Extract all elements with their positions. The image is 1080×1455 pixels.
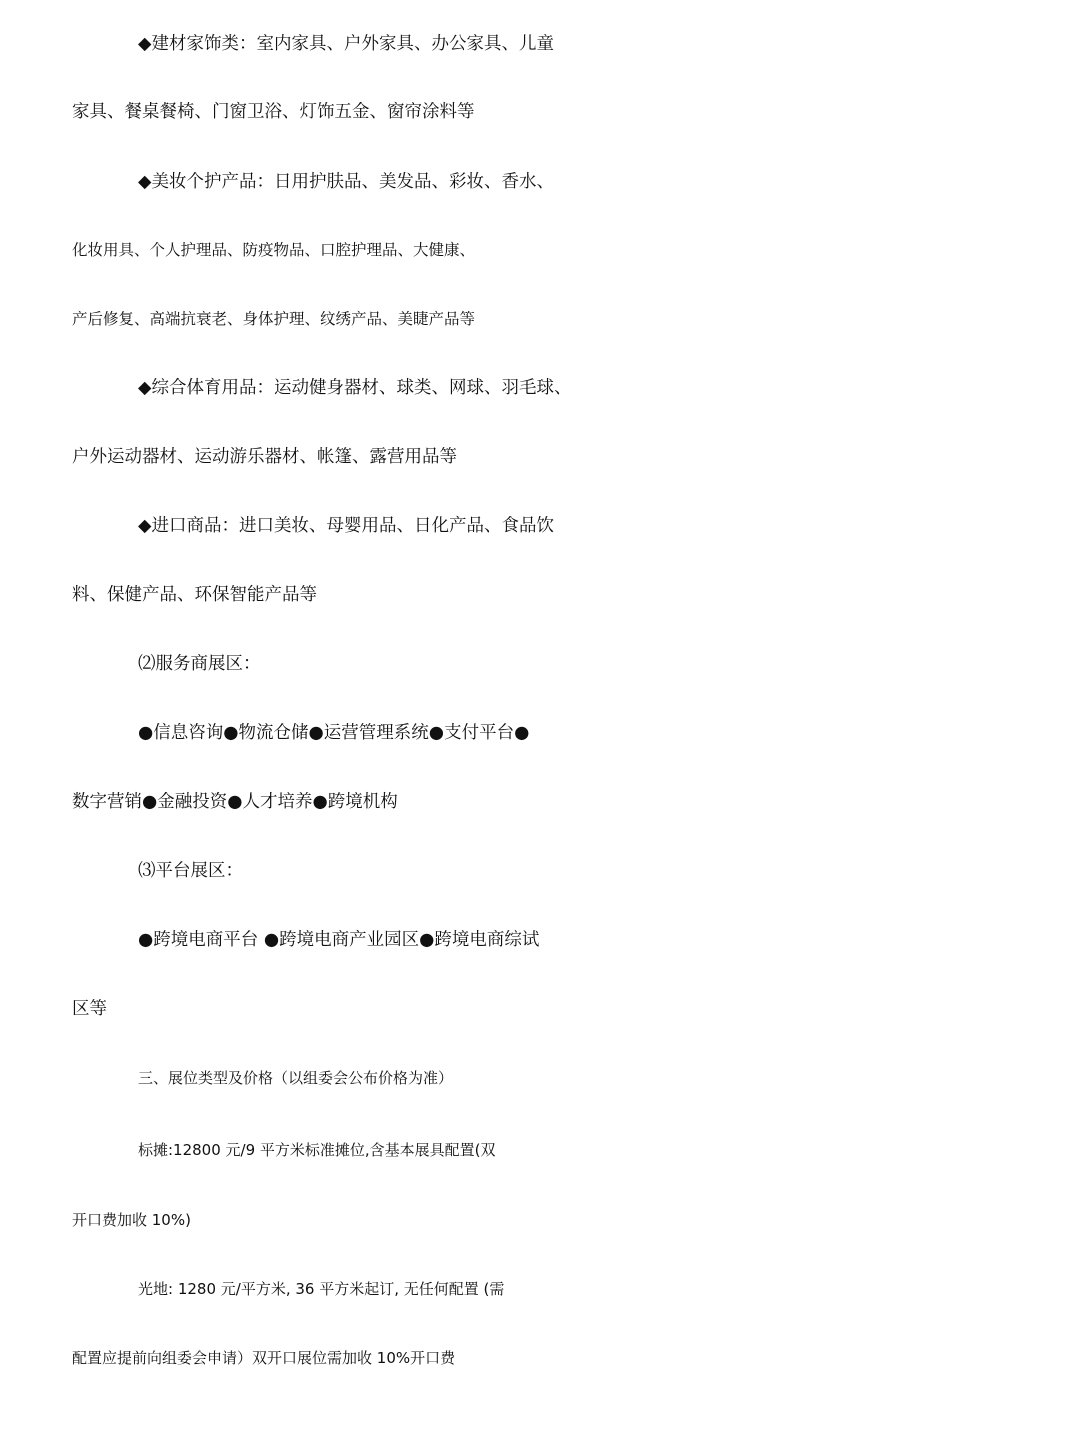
text-line-standard-booth: 标摊:12800 元/9 平方米标准摊位,含基本展具配置(双: [138, 1141, 496, 1159]
text-line-platform-items-cont: 区等: [72, 999, 107, 1019]
text-line-imported-goods-cont: 料、保健产品、环保智能产品等: [72, 585, 317, 605]
text-line-standard-booth-cont: 开口费加收 10%): [72, 1211, 191, 1229]
text-line-imported-goods: ◆进口商品：进口美妆、母婴用品、日化产品、食品饮: [138, 516, 554, 536]
text-line-service-items-cont: 数字营销●金融投资●人才培养●跨境机构: [72, 792, 398, 812]
text-line-raw-space: 光地: 1280 元/平方米, 36 平方米起订, 无任何配置 (需: [138, 1280, 505, 1298]
section-heading-service-area: ⑵服务商展区：: [138, 654, 261, 674]
text-line-sports-goods-cont: 户外运动器材、运动游乐器材、帐篷、露营用品等: [72, 447, 457, 467]
text-line-beauty-care-cont-1: 化妆用具、个人护理品、防疫物品、口腔护理品、大健康、: [72, 241, 476, 259]
text-line-platform-items: ●跨境电商平台 ●跨境电商产业园区●跨境电商综试: [138, 930, 540, 950]
text-line-building-materials: ◆建材家饰类：室内家具、户外家具、办公家具、儿童: [138, 34, 554, 54]
section-heading-platform-area: ⑶平台展区：: [138, 861, 243, 881]
section-heading-booth-types: 三、展位类型及价格（以组委会公布价格为准）: [138, 1069, 454, 1087]
text-line-raw-space-cont: 配置应提前向组委会申请）双开口展位需加收 10%开口费: [72, 1349, 456, 1367]
text-line-building-materials-cont: 家具、餐桌餐椅、门窗卫浴、灯饰五金、窗帘涂料等: [72, 102, 475, 122]
text-line-beauty-care-cont-2: 产后修复、高端抗衰老、身体护理、纹绣产品、美睫产品等: [72, 310, 476, 328]
text-line-service-items: ●信息咨询●物流仓储●运营管理系统●支付平台●: [138, 723, 530, 743]
text-line-beauty-care: ◆美妆个护产品：日用护肤品、美发品、彩妆、香水、: [138, 172, 554, 192]
text-line-sports-goods: ◆综合体育用品：运动健身器材、球类、网球、羽毛球、: [138, 378, 572, 398]
